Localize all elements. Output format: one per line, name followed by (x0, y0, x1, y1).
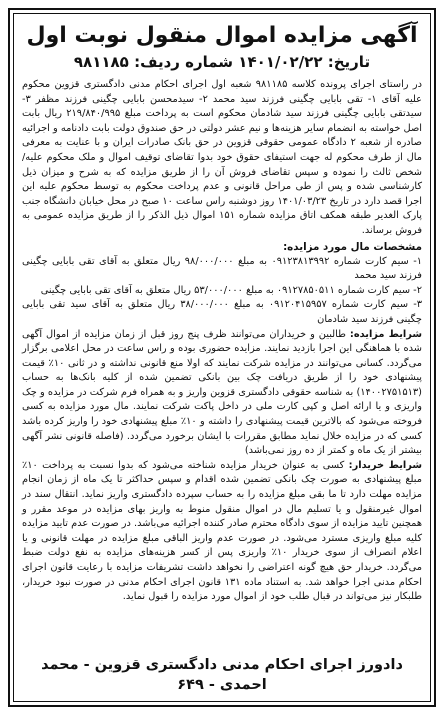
notice-inner-border (13, 13, 431, 702)
buyer-title: شرایط خریدار: (348, 459, 422, 471)
buyer-paragraph (22, 459, 422, 605)
signature-line: دادورز اجرای احکام مدنی دادگستری قزوین - محمد احمدی - ۶۴۹ (41, 657, 403, 693)
ref-value: ۹۸۱۱۸۵ (73, 53, 129, 71)
date-label: تاریخ: (327, 53, 371, 71)
items-heading: مشخصات مال مورد مزایده: (283, 240, 422, 253)
conditions-text: طالبین و خریداران می‌توانند ظرف پنج روز قبل از زمان مزایده از اموال آگهی شده با هماهنگی این اجرا بازدید نمایند. مزایده حضوری بوده و راس ساعت در محل اعلامی برگزار می‌گردد. کسانی می‌توانند در مزایده شرکت نمایند که اولا منع قانونی نداشته و در ثانی ۱۰٪ قیمت پیشنهادی خود را از طریق دریافت چک بین بانکی تضمین شده از کلیه بانک‌ها به حساب (۱۴۰۰۲۷۵۱۵۱۳) به شناسه حقوقی دادگستری قزوین واریز و به همراه فرم شرکت در مزایده و چک واریزی و یا ارائه اصل و کپی کارت ملی در داخل پاکت شرکت نمایند. مال مورد مزایده به کسی فروخته می‌شود که بالاترین قیمت پیشنهادی را داشته و ۱۰٪ مبلغ پیشنهادی خود را واریز کرده باشد کسی که در مزایده خلال نماید مطابق مقررات با ایشان برخورد می‌گردد. (فاصله قانونی نشر آگهی بیشتر از یک ماه و کمتر از ده روز نمی‌باشد) (22, 328, 422, 457)
conditions-title: شرایط مزایده: (349, 328, 422, 340)
notice-title: آگهی مزایده اموال منقول نوبت اول (26, 23, 418, 48)
date-value: ۱۴۰۱/۰۲/۲۲ (238, 53, 323, 71)
item-1: ۱- سیم کارت شماره ۰۹۱۲۳۸۱۳۹۹۲ به مبلغ ۹۸/۰۰۰/۰۰۰ ریال متعلق به آقای تقی بابایی چگینی فرزند سید محمد (22, 255, 422, 282)
ref-label: شماره ردیف: (134, 53, 234, 71)
item-2: ۲- سیم کارت شماره ۰۹۱۲۷۸۵۰۵۱۱ به مبلغ ۵۳/۰۰۰/۰۰۰ ریال متعلق به آقای تقی بابایی چگینی (40, 284, 422, 296)
intro-paragraph: در راستای اجرای پرونده کلاسه ۹۸۱۱۸۵ شعبه اول اجرای احکام مدنی دادگستری قزوین محکوم علیه آقای ۱- تقی بابایی چگینی فرزند سید محمد ۲- سیدمحسن بابایی چگینی فرزند مظفر ۳- سیدتقی بابایی چگینی فرزند سید شادمان محکوم است به پرداخت مبلغ ۲۱۹/۸۴۰/۹۹۵ ریال بابت اصل خواسته به انضمام سایر هزینه‌ها و نیم عشر دولتی در حق صندوق دولت بابت دادنامه و اجرائیه صادره از شعبه ۲ دادگاه عمومی حقوقی قزوین در حق بانک صادرات ایران و با عنایت به معرفی مال از طرف محکوم له جهت استیفای حقوق خود بدوا تقاضای توقیف اموال و ملک محکوم علیه/شخص ثالث را نموده و سپس تقاضای فروش آن را از طریق مزایده که به شرح و میزان ذیل کارشناسی شده و پس از طی مراحل قانونی و عدم پرداخت محکوم به توسط محکوم علیه این اجرا قصد دارد در تاریخ ۱۴۰۱/۰۳/۲۳ روز دوشنبه راس ساعت ۱۰ صبح در محل خیابان دانشگاه جنب پارک الغدیر طبقه همکف اتاق مزایده شماره ۱۵۱ اموال ذیل الذکر را از طریق مزایده عمومی به فروش برساند. (22, 79, 422, 236)
item-3: ۳- سیم کارت شماره ۰۹۱۲۰۴۱۵۹۵۷ به مبلغ ۳۸/۰۰۰/۰۰۰ ریال متعلق به آقای سید تقی بابایی چگینی فرزند سید شادمان (22, 299, 422, 325)
buyer-text: کسی به عنوان خریدار مزایده شناخته می‌شود که بدوا نسبت به پرداخت ۱۰٪ مبلغ پیشنهادی به صورت چک بانکی تضمین شده اقدام و سپس حداکثر تا یک ماه از زمان انجام مزایده مهلت دارد تا ما بقی مبلغ مزایده را به حساب سپرده دادگستری واریز نماید. انتقال سند در اموال غیرمنقول و یا تسلیم مال در اموال منقول منوط به واریز بهای مزایده در موعد مقرر و همچنین تایید مزایده از سوی دادگاه محترم صادر کننده اجرائیه می‌باشد. در صورت عدم تایید مزایده کلیه مبلغ واریزی مسترد می‌شود. در صورت عدم واریز الباقی مبلغ مزایده در مهلت قانونی و یا اعلام انصراف از سوی خریدار ۱۰٪ واریزی پس از کسر هزینه‌های مزایده به نفع دولت ضبط می‌گردد. خریدار حق هیچ گونه اعتراضی را نخواهد داشت تشریفات مزایده با رعایت قانون اجرای احکام مدنی اجرا خواهد شد. به استناد ماده ۱۳۱ قانون اجرای احکام مدنی در صورت نبود خریدار، طلبکار نیز می‌تواند در قبال طلب خود از اموال مورد مزایده را قبول نماید. (22, 459, 422, 603)
notice-frame (8, 8, 436, 707)
conditions-paragraph (22, 328, 422, 459)
notice-date-line (22, 52, 422, 72)
